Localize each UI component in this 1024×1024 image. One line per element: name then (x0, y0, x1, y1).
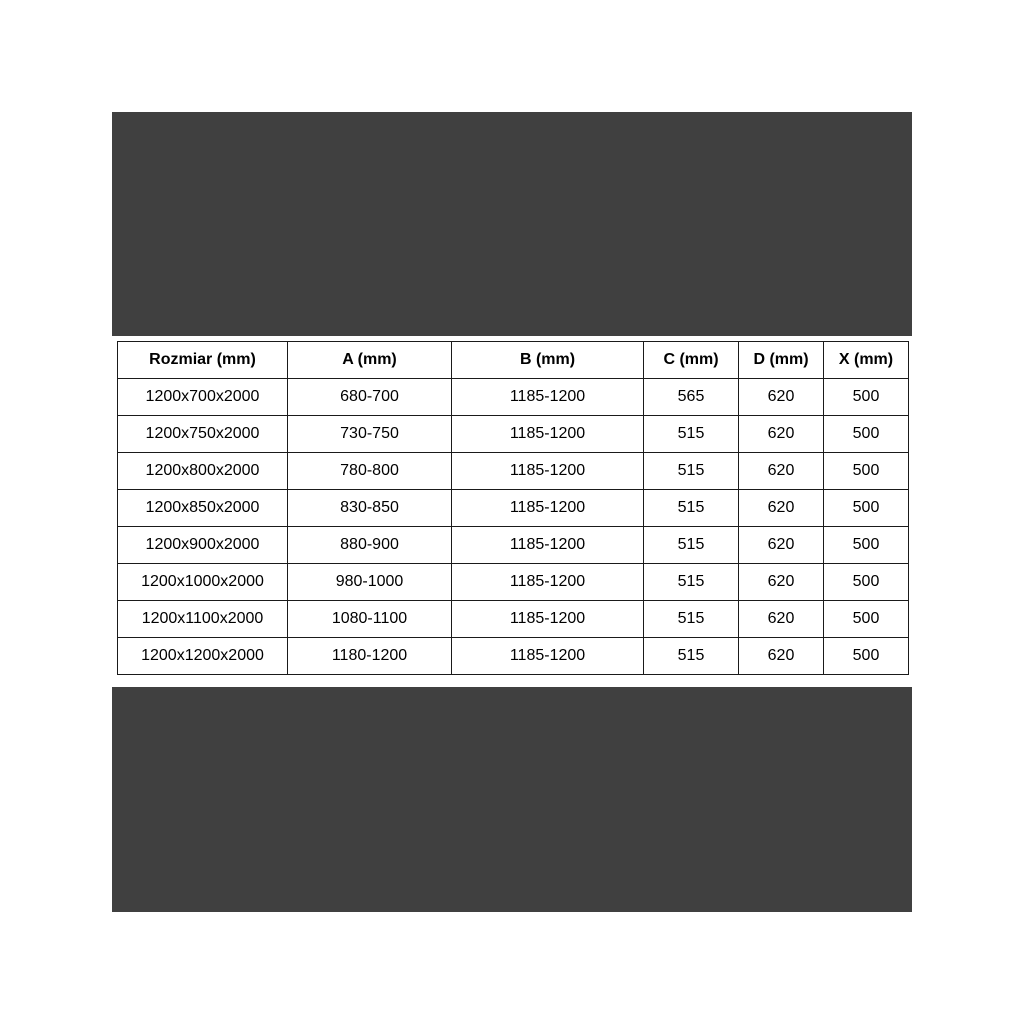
cell-size: 1200x700x2000 (118, 379, 288, 416)
cell-d: 620 (739, 379, 824, 416)
cell-size: 1200x1200x2000 (118, 638, 288, 675)
table-row (118, 379, 909, 416)
cell-x: 500 (824, 490, 909, 527)
table-row (118, 416, 909, 453)
table-row (118, 453, 909, 490)
dimensions-table (117, 341, 909, 675)
cell-a: 680-700 (288, 379, 452, 416)
cell-d: 620 (739, 490, 824, 527)
dimensions-table-wrap (117, 341, 908, 675)
cell-b: 1185-1200 (452, 490, 644, 527)
dark-panel-bottom (112, 687, 912, 912)
cell-c: 515 (644, 564, 739, 601)
cell-size: 1200x850x2000 (118, 490, 288, 527)
cell-d: 620 (739, 564, 824, 601)
table-row (118, 490, 909, 527)
cell-size: 1200x1100x2000 (118, 601, 288, 638)
cell-size: 1200x1000x2000 (118, 564, 288, 601)
header-a: A (mm) (288, 342, 452, 379)
cell-d: 620 (739, 416, 824, 453)
header-c: C (mm) (644, 342, 739, 379)
header-x: X (mm) (824, 342, 909, 379)
cell-c: 515 (644, 638, 739, 675)
cell-a: 1080-1100 (288, 601, 452, 638)
table-row (118, 601, 909, 638)
cell-a: 1180-1200 (288, 638, 452, 675)
table-row (118, 638, 909, 675)
header-d: D (mm) (739, 342, 824, 379)
cell-c: 515 (644, 490, 739, 527)
cell-x: 500 (824, 453, 909, 490)
cell-b: 1185-1200 (452, 527, 644, 564)
cell-b: 1185-1200 (452, 564, 644, 601)
cell-x: 500 (824, 638, 909, 675)
cell-a: 880-900 (288, 527, 452, 564)
cell-d: 620 (739, 527, 824, 564)
cell-b: 1185-1200 (452, 638, 644, 675)
cell-c: 565 (644, 379, 739, 416)
cell-size: 1200x900x2000 (118, 527, 288, 564)
cell-a: 730-750 (288, 416, 452, 453)
cell-size: 1200x750x2000 (118, 416, 288, 453)
cell-d: 620 (739, 638, 824, 675)
cell-b: 1185-1200 (452, 416, 644, 453)
cell-x: 500 (824, 379, 909, 416)
dark-panel-top (112, 112, 912, 336)
cell-a: 980-1000 (288, 564, 452, 601)
cell-x: 500 (824, 601, 909, 638)
cell-c: 515 (644, 453, 739, 490)
header-b: B (mm) (452, 342, 644, 379)
cell-x: 500 (824, 564, 909, 601)
cell-c: 515 (644, 416, 739, 453)
table-row (118, 527, 909, 564)
cell-d: 620 (739, 601, 824, 638)
cell-a: 780-800 (288, 453, 452, 490)
table-header-row (118, 342, 909, 379)
cell-a: 830-850 (288, 490, 452, 527)
cell-x: 500 (824, 416, 909, 453)
cell-d: 620 (739, 453, 824, 490)
cell-size: 1200x800x2000 (118, 453, 288, 490)
cell-b: 1185-1200 (452, 379, 644, 416)
cell-b: 1185-1200 (452, 601, 644, 638)
cell-x: 500 (824, 527, 909, 564)
header-size: Rozmiar (mm) (118, 342, 288, 379)
cell-c: 515 (644, 601, 739, 638)
cell-c: 515 (644, 527, 739, 564)
table-row (118, 564, 909, 601)
cell-b: 1185-1200 (452, 453, 644, 490)
